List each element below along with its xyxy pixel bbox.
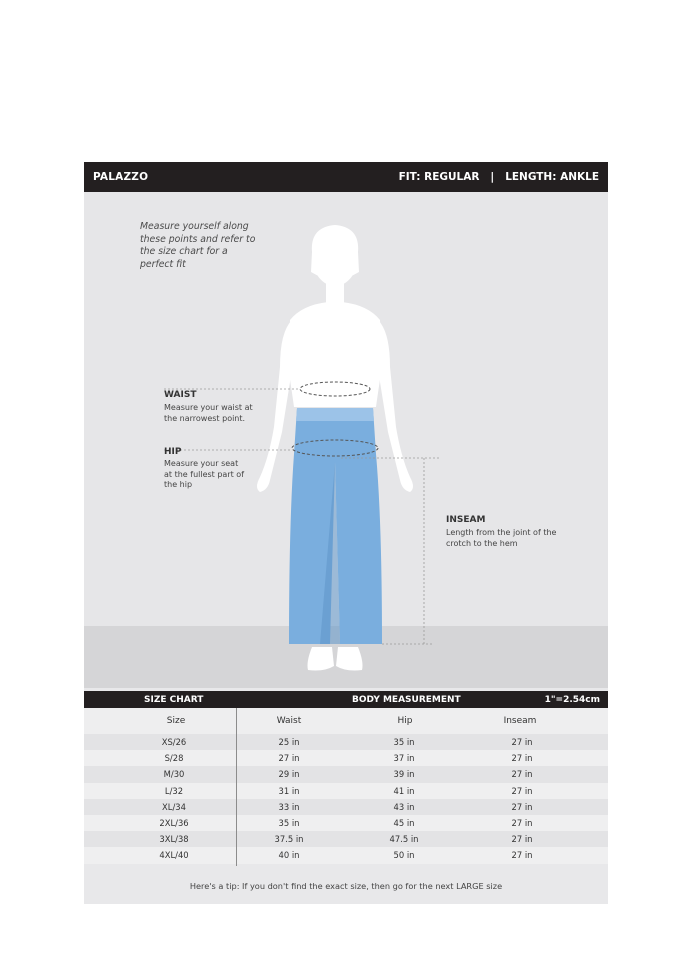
cell-size: S/28: [164, 753, 184, 764]
cell-waist: 31 in: [278, 785, 300, 796]
cell-hip: 35 in: [393, 737, 415, 747]
cell-size: 3XL/38: [159, 834, 189, 845]
cell-inseam: 27 in: [511, 737, 533, 747]
table-row: [84, 734, 608, 750]
cell-inseam: 27 in: [511, 785, 533, 796]
cell-waist: 35 in: [278, 817, 300, 828]
cell-hip: 47.5 in: [389, 834, 419, 845]
cell-size: 2XL/36: [159, 817, 189, 828]
cell-waist: 40 in: [278, 850, 300, 861]
table-row: [84, 750, 608, 766]
size-chart-bar: [84, 691, 608, 708]
fit-length-info: FIT: REGULAR | LENGTH: ANKLE: [398, 171, 599, 183]
table-row: [84, 799, 608, 815]
intro-text: Measure yourself along these points and refer to the size chart for a perfect fit: [140, 221, 256, 270]
cell-inseam: 27 in: [511, 834, 533, 845]
cell-inseam: 27 in: [511, 817, 533, 828]
cell-size: XS/26: [161, 737, 187, 747]
body-measurement-heading: BODY MEASUREMENT: [352, 695, 461, 705]
col-inseam: Inseam: [503, 716, 537, 726]
cell-inseam: 27 in: [511, 850, 533, 861]
size-chart-heading: SIZE CHART: [144, 695, 204, 705]
cell-waist: 25 in: [278, 737, 300, 747]
size-table-body: [84, 734, 608, 864]
inseam-label: INSEAM: [446, 515, 486, 525]
unit-conversion: 1"=2.54cm: [544, 695, 600, 705]
cell-hip: 50 in: [393, 850, 415, 861]
hip-label: HIP: [164, 447, 182, 457]
cell-size: 4XL/40: [159, 850, 189, 861]
col-waist: Waist: [276, 716, 302, 726]
table-row: [84, 815, 608, 831]
cell-waist: 29 in: [278, 769, 300, 780]
cell-hip: 45 in: [393, 817, 415, 828]
cell-inseam: 27 in: [511, 801, 533, 812]
cell-size: M/30: [163, 769, 185, 780]
cell-hip: 41 in: [393, 785, 415, 796]
cell-size: XL/34: [162, 801, 186, 812]
size-tip: Here's a tip: If you don't find the exact size, then go for the next LARGE size: [189, 881, 503, 891]
hip-description: Measure your seat at the fullest part of the hip: [164, 459, 245, 489]
waist-description: Measure your waist at the narrowest point.: [164, 403, 253, 423]
product-title: PALAZZO: [93, 171, 149, 183]
cell-hip: 37 in: [393, 753, 415, 764]
cell-inseam: 27 in: [511, 753, 533, 764]
inseam-description: Length from the joint of the crotch to the hem: [446, 528, 557, 548]
table-row: [84, 847, 608, 863]
col-size: Size: [166, 716, 186, 726]
waist-label: WAIST: [164, 390, 197, 400]
cell-waist: 37.5 in: [274, 834, 304, 845]
cell-size: L/32: [164, 785, 184, 796]
column-headers: [84, 708, 608, 735]
size-guide-sheet: [84, 162, 608, 904]
header-bar: [84, 162, 608, 192]
cell-waist: 33 in: [278, 801, 300, 812]
table-row: [84, 783, 608, 799]
cell-waist: 27 in: [278, 753, 300, 764]
size-column-divider: [236, 708, 237, 866]
table-row: [84, 831, 608, 847]
palazzo-pants: [289, 408, 382, 644]
col-hip: Hip: [397, 716, 413, 726]
cell-hip: 39 in: [393, 769, 415, 780]
table-row: [84, 766, 608, 782]
cell-inseam: 27 in: [511, 769, 533, 780]
cell-hip: 43 in: [393, 801, 415, 812]
body-diagram: [84, 192, 608, 688]
